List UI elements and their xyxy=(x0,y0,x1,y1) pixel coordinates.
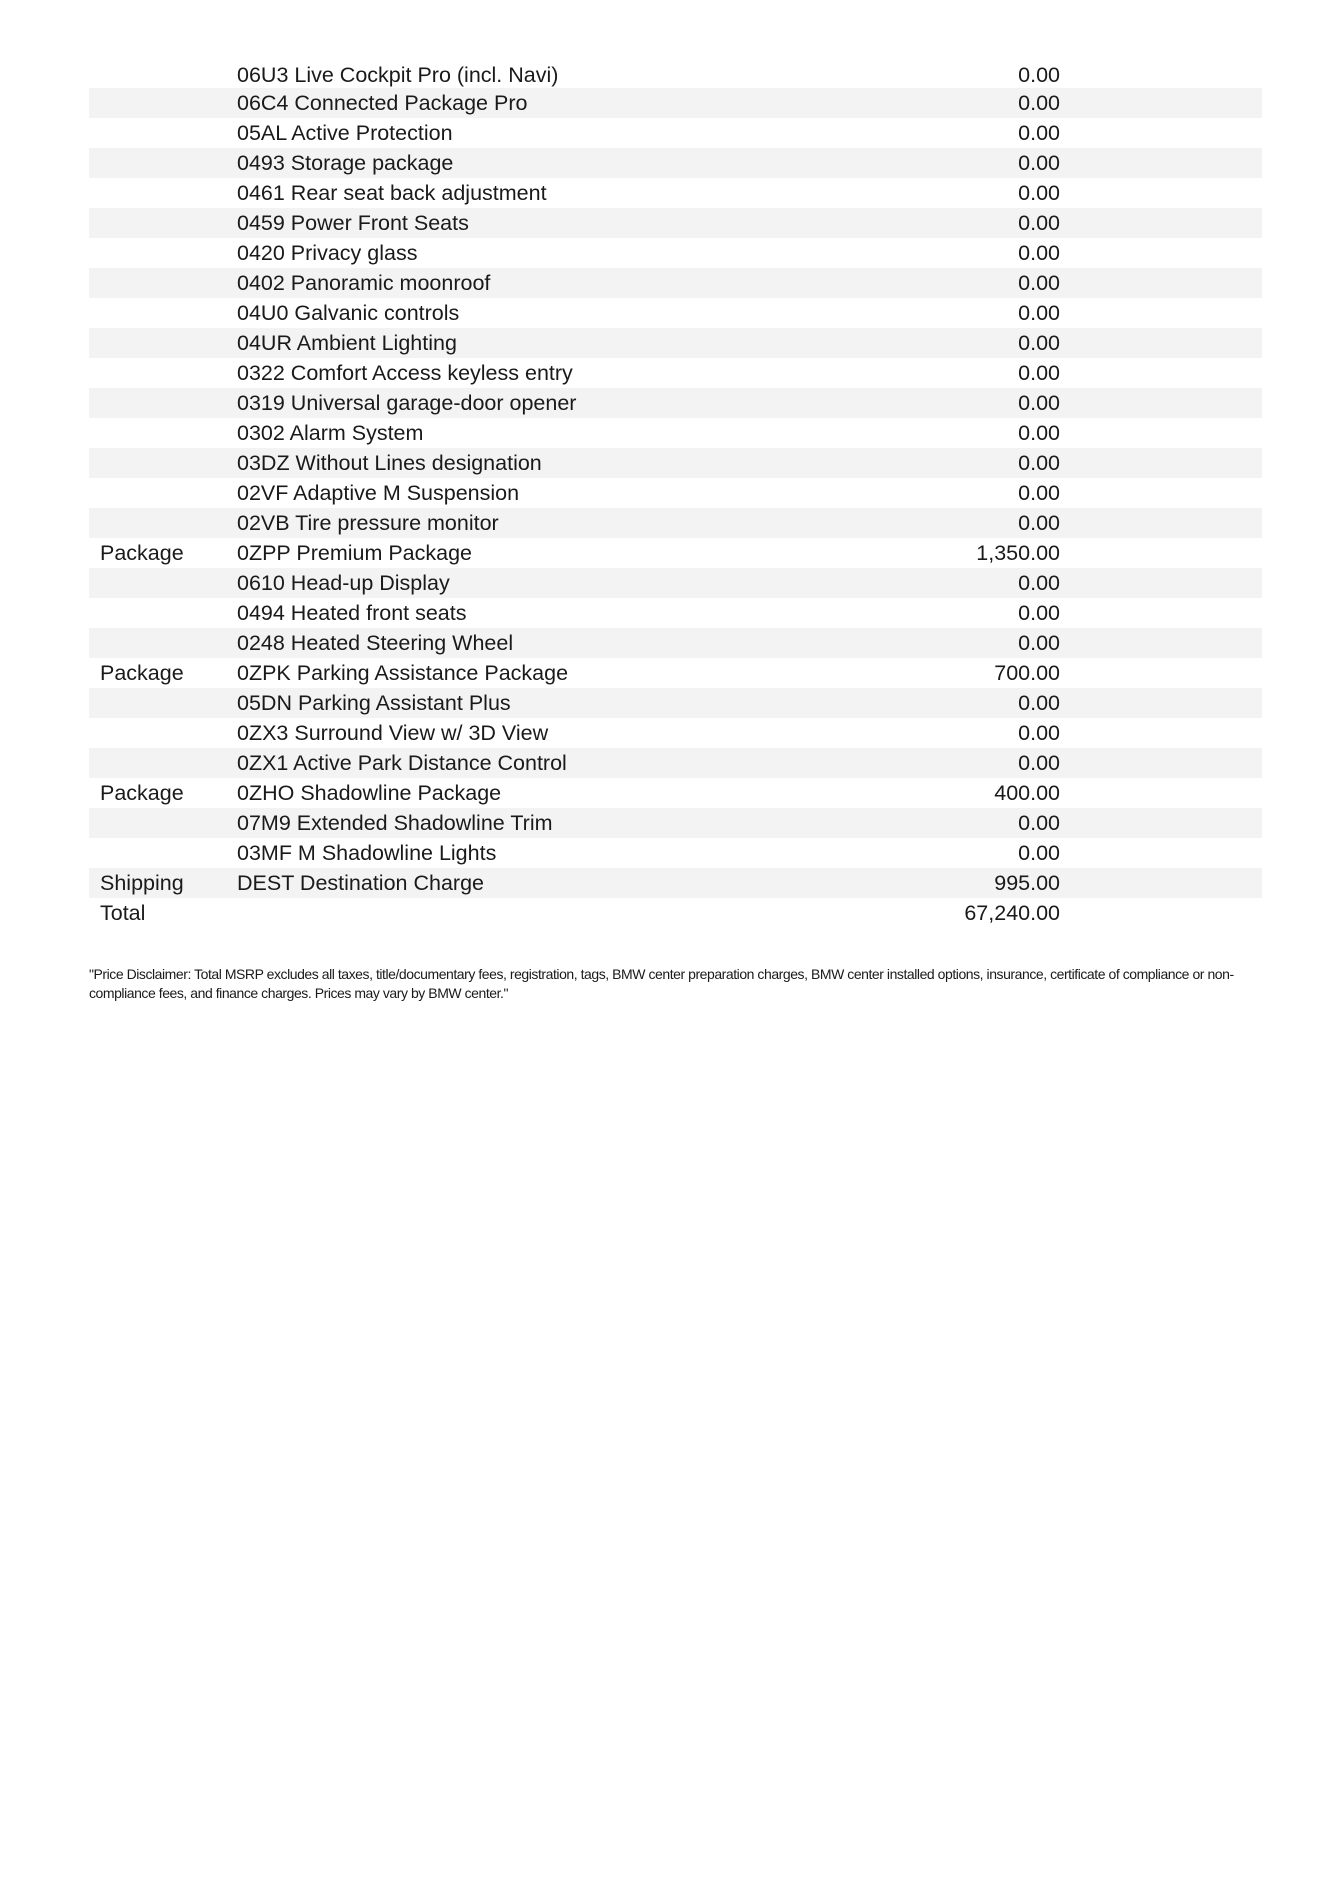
table-row xyxy=(89,238,1262,268)
row-price: 0.00 xyxy=(1018,271,1060,295)
total-row xyxy=(89,898,1262,928)
row-option: 05DN Parking Assistant Plus xyxy=(237,691,511,715)
row-option: 04U0 Galvanic controls xyxy=(237,301,460,325)
row-price: 0.00 xyxy=(1018,691,1060,715)
table-row xyxy=(89,268,1262,298)
row-price: 0.00 xyxy=(1018,511,1060,535)
row-category: Package xyxy=(100,541,184,565)
row-price: 0.00 xyxy=(1018,301,1060,325)
row-option: 0322 Comfort Access keyless entry xyxy=(237,361,573,385)
table-row xyxy=(89,328,1262,358)
table-row xyxy=(89,628,1262,658)
row-price: 0.00 xyxy=(1018,331,1060,355)
row-price: 0.00 xyxy=(1018,571,1060,595)
row-option: 03MF M Shadowline Lights xyxy=(237,841,497,865)
row-option: 0420 Privacy glass xyxy=(237,241,418,265)
row-option: 05AL Active Protection xyxy=(237,121,453,145)
table-row xyxy=(89,868,1262,898)
row-option: 0ZHO Shadowline Package xyxy=(237,781,502,805)
total-value: 67,240.00 xyxy=(964,901,1060,925)
row-price: 0.00 xyxy=(1018,181,1060,205)
row-option: 0494 Heated front seats xyxy=(237,601,467,625)
row-price: 0.00 xyxy=(1018,421,1060,445)
row-price: 0.00 xyxy=(1018,841,1060,865)
row-category: Package xyxy=(100,781,184,805)
table-row xyxy=(89,748,1262,778)
row-option: 02VB Tire pressure monitor xyxy=(237,511,499,535)
row-price: 0.00 xyxy=(1018,721,1060,745)
table-row xyxy=(89,62,1262,88)
row-option: 06U3 Live Cockpit Pro (incl. Navi) xyxy=(237,63,559,87)
row-option: DEST Destination Charge xyxy=(237,871,484,895)
row-category: Package xyxy=(100,661,184,685)
table-row xyxy=(89,538,1262,568)
row-option: 07M9 Extended Shadowline Trim xyxy=(237,811,553,835)
table-row xyxy=(89,508,1262,538)
row-price: 0.00 xyxy=(1018,211,1060,235)
row-option: 04UR Ambient Lighting xyxy=(237,331,457,355)
row-category: Shipping xyxy=(100,871,184,895)
row-option: 03DZ Without Lines designation xyxy=(237,451,542,475)
table-row xyxy=(89,358,1262,388)
row-price: 995.00 xyxy=(994,871,1060,895)
row-price: 0.00 xyxy=(1018,91,1060,115)
row-option: 06C4 Connected Package Pro xyxy=(237,91,528,115)
table-row xyxy=(89,148,1262,178)
row-option: 0ZPP Premium Package xyxy=(237,541,473,565)
table-row xyxy=(89,178,1262,208)
row-price: 0.00 xyxy=(1018,751,1060,775)
row-option: 0ZX3 Surround View w/ 3D View xyxy=(237,721,549,745)
table-row xyxy=(89,448,1262,478)
row-price: 0.00 xyxy=(1018,481,1060,505)
row-price: 0.00 xyxy=(1018,601,1060,625)
row-option: 0459 Power Front Seats xyxy=(237,211,469,235)
row-price: 0.00 xyxy=(1018,241,1060,265)
price-disclaimer: "Price Disclaimer: Total MSRP excludes all taxes, title/documentary fees, registration, tags, BMW center preparation charges, BMW center installed options, insurance, certificate of compliance or non-compliance fees, and finance charges. Prices may vary by BMW center." xyxy=(89,966,1234,1001)
row-option: 0461 Rear seat back adjustment xyxy=(237,181,547,205)
row-price: 0.00 xyxy=(1018,451,1060,475)
row-price: 0.00 xyxy=(1018,811,1060,835)
row-option: 0610 Head-up Display xyxy=(237,571,450,595)
table-row xyxy=(89,658,1262,688)
row-option: 02VF Adaptive M Suspension xyxy=(237,481,520,505)
row-price: 0.00 xyxy=(1018,391,1060,415)
table-row xyxy=(89,418,1262,448)
table-row xyxy=(89,88,1262,118)
row-option: 0402 Panoramic moonroof xyxy=(237,271,491,295)
table-row xyxy=(89,388,1262,418)
options-table xyxy=(89,62,1262,898)
row-option: 0248 Heated Steering Wheel xyxy=(237,631,514,655)
table-row xyxy=(89,808,1262,838)
row-option: 0ZX1 Active Park Distance Control xyxy=(237,751,567,775)
row-price: 1,350.00 xyxy=(976,541,1060,565)
table-row xyxy=(89,718,1262,748)
table-row xyxy=(89,208,1262,238)
row-option: 0302 Alarm System xyxy=(237,421,424,445)
row-price: 0.00 xyxy=(1018,63,1060,87)
row-option: 0ZPK Parking Assistance Package xyxy=(237,661,569,685)
total-label: Total xyxy=(100,901,146,925)
row-price: 0.00 xyxy=(1018,631,1060,655)
table-row xyxy=(89,478,1262,508)
row-price: 0.00 xyxy=(1018,151,1060,175)
table-row xyxy=(89,568,1262,598)
row-price: 400.00 xyxy=(994,781,1060,805)
table-row xyxy=(89,118,1262,148)
row-price: 0.00 xyxy=(1018,121,1060,145)
table-row xyxy=(89,778,1262,808)
row-option: 0319 Universal garage-door opener xyxy=(237,391,577,415)
table-row xyxy=(89,298,1262,328)
row-option: 0493 Storage package xyxy=(237,151,454,175)
row-price: 0.00 xyxy=(1018,361,1060,385)
table-row xyxy=(89,838,1262,868)
price-sheet xyxy=(89,62,1262,928)
row-price: 700.00 xyxy=(994,661,1060,685)
table-row xyxy=(89,598,1262,628)
table-row xyxy=(89,688,1262,718)
